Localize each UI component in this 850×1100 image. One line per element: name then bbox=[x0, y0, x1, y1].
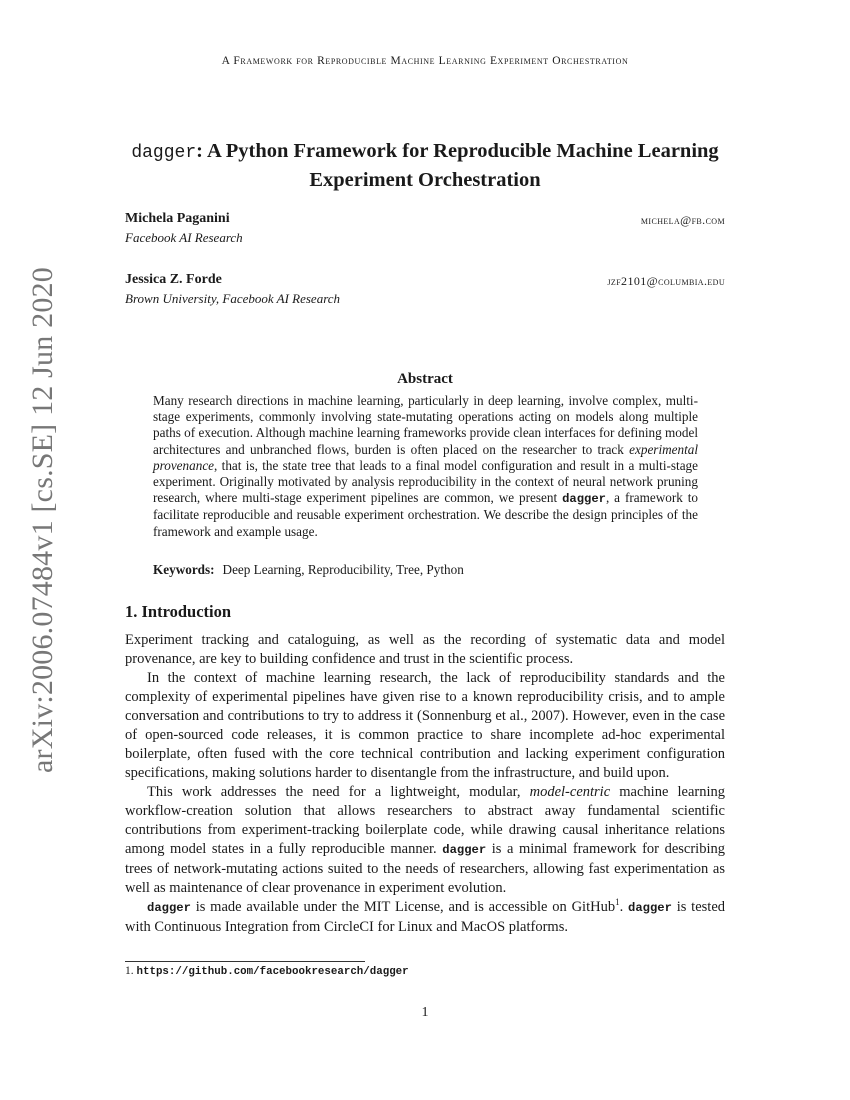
author-affiliation: Facebook AI Research bbox=[125, 230, 243, 245]
paragraph-text: is tested with Continuous Integration from CircleCI for Linux and MacOS platforms. bbox=[125, 899, 726, 935]
paragraph-text: is a minimal framework for describing trees of network-mutating actions suited to the needs of researchers, allowing fast experimentation as well as maintenance of clear provenance in experiment evolution. bbox=[125, 841, 725, 896]
keywords-value: Deep Learning, Reproducibility, Tree, Python bbox=[222, 562, 464, 577]
author-2 bbox=[125, 272, 725, 307]
abstract-emphasis: experimental provenance bbox=[153, 441, 698, 473]
title-text: : A Python Framework for Reproducible Machine Learning Experiment Orchestration bbox=[196, 140, 719, 191]
running-head: A Framework for Reproducible Machine Learning Experiment Orchestration bbox=[221, 55, 629, 67]
abstract-text: , a framework to facilitate reproducible and reusable experiment orchestration. We describe the design principles of the framework and example usage. bbox=[153, 490, 698, 539]
page-number: 1 bbox=[421, 1005, 429, 1020]
title-code-name: dagger bbox=[131, 143, 197, 163]
author-email[interactable]: jzf2101@columbia.edu bbox=[607, 274, 725, 288]
paragraph-code: dagger bbox=[442, 843, 487, 857]
paragraph-code: dagger bbox=[147, 901, 191, 915]
author-affiliation: Brown University, Facebook AI Research bbox=[125, 291, 341, 306]
footnote-number: 1. bbox=[125, 965, 134, 977]
footnote-url[interactable]: https://github.com/facebookresearch/dagger bbox=[136, 966, 409, 978]
footnote bbox=[125, 965, 409, 978]
paragraph: Experiment tracking and cataloguing, as well as the recording of systematic data and model provenance, are key to building confidence and trust in the scientific process. bbox=[125, 632, 725, 667]
author-name: Michela Paganini bbox=[125, 211, 230, 226]
abstract-code: dagger bbox=[562, 492, 606, 507]
paper-title bbox=[125, 138, 725, 194]
section-heading: 1. Introduction bbox=[125, 602, 232, 621]
abstract-text: , that is, the state tree that leads to a final model configuration and result in a multi-stage experiment. Originally motivated by analysis reproducibility in the context of neural network pruning research, where multi-stage experiment pipelines are common, we present bbox=[153, 457, 698, 506]
paragraph-text: is made available under the MIT License, and is accessible on GitHub bbox=[190, 899, 616, 915]
paragraph-code: dagger bbox=[628, 901, 672, 915]
paragraph-emphasis: model-centric bbox=[529, 784, 611, 800]
paragraph-text: This work addresses the need for a lightweight, modular, bbox=[147, 784, 530, 800]
paragraph-text: machine learning workflow-creation solution that allows researchers to abstract away fundamental scientific contributions from experiment-tracking boilerplate code, while drawing causal inheritance relations among model states in a fully reproducible manner. bbox=[125, 784, 725, 857]
author-name: Jessica Z. Forde bbox=[125, 272, 222, 287]
footnote-marker[interactable]: 1 bbox=[615, 897, 620, 908]
paragraph bbox=[125, 783, 725, 898]
footnote-rule bbox=[125, 961, 365, 962]
abstract-text: Many research directions in machine learning, particularly in deep learning, involve complex, multi-stage experiments, commonly involving state-mutating operations acting on models along multiple paths of execution. Although machine learning frameworks provide clean interfaces for defining model architectures and unbranched flows, burden is often placed on the researcher to track bbox=[153, 393, 698, 457]
abstract-heading: Abstract bbox=[397, 371, 453, 387]
paragraph bbox=[125, 898, 725, 937]
section-body bbox=[125, 631, 725, 937]
arxiv-stamp: arXiv:2006.07484v1 [cs.SE] 12 Jun 2020 bbox=[26, 267, 59, 773]
abstract-body bbox=[153, 393, 698, 540]
paragraph: In the context of machine learning research, the lack of reproducibility standards and the complexity of experimental pipelines have given rise to a known reproducibility crisis, and to ample conversation and contributions to try to address it (Sonnenburg et al., 2007). However, even in the case of open-sourced code releases, it is common practice to share incomplete ad-hoc experimental boilerplate, often fused with the core technical contribution and lacking experiment configuration specifications, making solutions harder to disentangle from the infrastructure, and build upon. bbox=[125, 670, 725, 781]
paragraph-text: . bbox=[619, 899, 629, 915]
author-1 bbox=[125, 211, 725, 246]
keywords bbox=[153, 562, 698, 578]
keywords-label: Keywords: bbox=[153, 562, 215, 577]
author-email[interactable]: michela@fb.com bbox=[640, 213, 725, 227]
